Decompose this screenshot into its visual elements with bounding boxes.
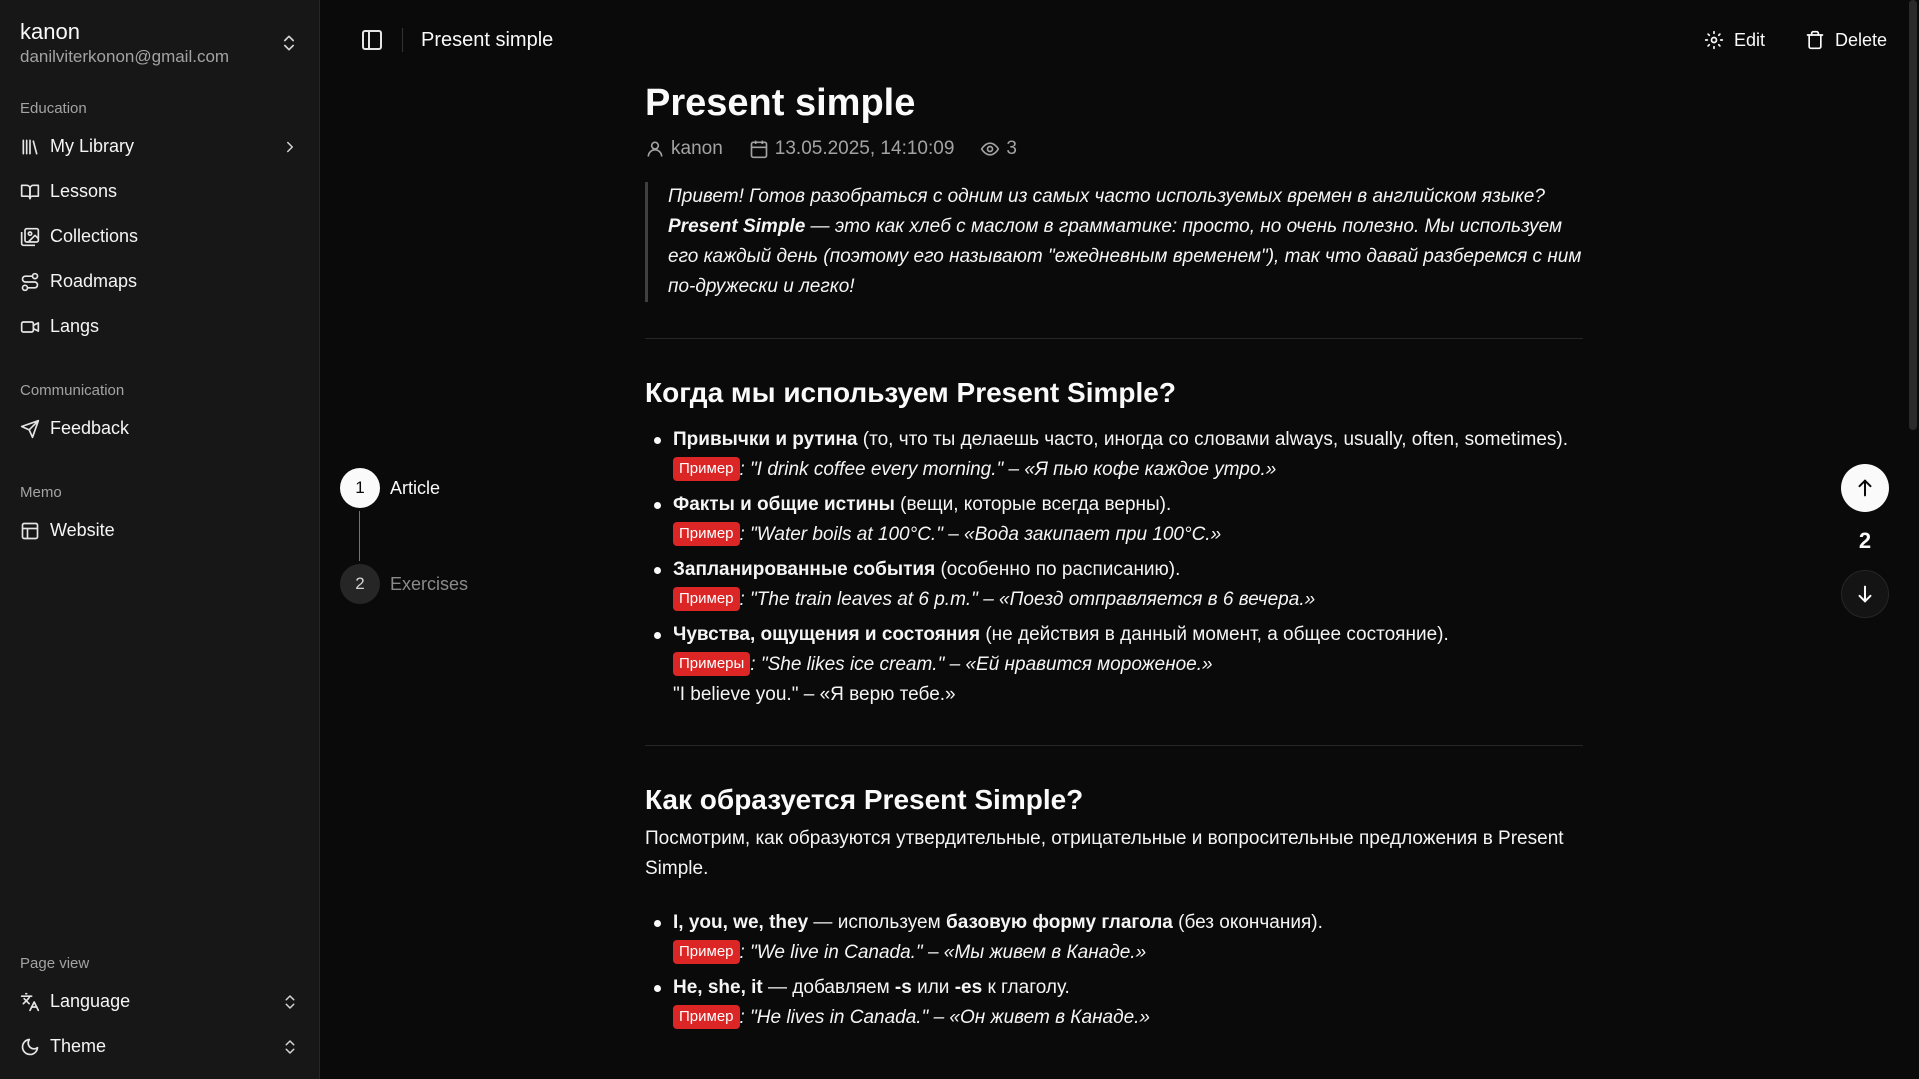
step-label: Article [390, 477, 441, 498]
example-text: : "I drink coffee every morning." – «Я пью кофе каждое утро.» [739, 459, 1277, 480]
sidebar-item-label: Collections [50, 226, 139, 246]
date-text: 13.05.2025, 14:10:09 [774, 138, 955, 159]
item-text: — используем [808, 912, 946, 933]
example-text: : "She likes ice cream." – «Ей нравится мороженое.» [750, 654, 1213, 675]
sidebar-item-website[interactable] [0, 508, 319, 553]
section-heading: Как образуется Present Simple? [645, 784, 1084, 815]
sidebar-item-langs[interactable] [0, 304, 319, 349]
example [673, 1003, 1583, 1033]
views [980, 138, 1017, 160]
sidebar-item-label: Lessons [50, 181, 118, 201]
example [673, 938, 1583, 968]
example-tag: Пример [673, 1005, 740, 1029]
intro-text-2: — это как хлеб с маслом в грамматике: просто, но очень полезно. Мы используем его каждый день (поэтому его называют "ежедневным временем"), так что давай разберемся с ним по-дружески и легко! [668, 216, 1582, 297]
step-exercises[interactable] [340, 564, 468, 604]
usage-list [645, 425, 1583, 710]
step-connector [359, 511, 360, 561]
book-open-icon [20, 182, 40, 202]
sidebar-item-label: Langs [50, 316, 100, 336]
sidebar-item-lessons[interactable] [0, 169, 319, 214]
step-number: 2 [340, 564, 380, 604]
item-bold-2: базовую форму глагола [945, 912, 1173, 933]
author [645, 138, 723, 160]
gallery-icon [20, 227, 40, 247]
example-tag: Примеры [673, 652, 750, 676]
example-extra: "I believe you." – «Я верю тебе.» [673, 684, 956, 705]
section-heading: Когда мы используем Present Simple? [645, 377, 1176, 408]
scrollbar-thumb[interactable] [1909, 0, 1917, 430]
topbar [320, 0, 1919, 80]
theme-label: Theme [50, 1036, 107, 1056]
account-name: kanon [20, 19, 80, 44]
example-text: : "Water boils at 100°C." – «Вода закипает при 100°C.» [739, 524, 1222, 545]
item-text: (не действия в данный момент, а общее состояние). [980, 624, 1449, 645]
example-tag: Пример [673, 457, 740, 481]
list-item [645, 425, 1583, 485]
layout-icon [20, 521, 40, 541]
eye-icon [980, 139, 1000, 159]
list-item [645, 490, 1583, 550]
gear-icon [1704, 30, 1724, 50]
step-label: Exercises [390, 573, 469, 594]
send-icon [20, 419, 40, 439]
example-text: : "We live in Canada." – «Мы живем в Канаде.» [739, 942, 1147, 963]
group-label-communication: Communication [20, 382, 125, 399]
group-label-education: Education [20, 100, 87, 117]
author-name: kanon [671, 138, 723, 159]
edit-label: Edit [1733, 29, 1765, 50]
intro-text: Привет! Готов разобраться с одним из самых часто используемых времен в английском языке? [668, 186, 1545, 207]
date [749, 138, 955, 160]
trash-icon [1805, 30, 1825, 50]
example-tag: Пример [673, 940, 740, 964]
languages-icon [20, 992, 40, 1012]
main-content [320, 0, 1919, 1079]
stepper [340, 468, 468, 604]
scrollbar[interactable] [1907, 0, 1919, 1079]
moon-icon [20, 1037, 40, 1057]
views-count: 3 [1006, 138, 1017, 159]
intro-quote [645, 182, 1583, 302]
intro-bold: Present Simple [668, 216, 806, 237]
arrow-up-icon [1854, 477, 1876, 499]
topbar-actions [1704, 22, 1887, 58]
list-item [645, 555, 1583, 615]
sidebar-item-collections[interactable] [0, 214, 319, 259]
sidebar-item-label: Feedback [50, 418, 130, 438]
section-paragraph: Посмотрим, как образуются утвердительные, отрицательные и вопросительные предложения в Present Simple. [645, 828, 1564, 879]
example [673, 455, 1583, 485]
item-bold: He, she, it [673, 977, 763, 998]
chevrons-up-down-icon [281, 993, 299, 1011]
delete-button[interactable] [1805, 22, 1887, 58]
delete-label: Delete [1834, 29, 1887, 50]
library-icon [20, 137, 40, 157]
list-item [645, 620, 1583, 710]
example [673, 650, 1583, 680]
item-text-3: к глаголу. [982, 977, 1070, 998]
sidebar-item-label: Roadmaps [50, 271, 138, 291]
sidebar-item-roadmaps[interactable] [0, 259, 319, 304]
group-label-memo: Memo [20, 484, 62, 501]
item-text: (вещи, которые всегда верны). [894, 494, 1172, 515]
sidebar-item-label: Website [50, 520, 115, 540]
breadcrumb: Present simple [421, 28, 554, 51]
language-selector[interactable] [0, 979, 319, 1024]
edit-button[interactable] [1704, 22, 1765, 58]
sidebar-toggle-icon[interactable] [360, 28, 384, 52]
item-text: (то, что ты делаешь часто, иногда со словами always, usually, often, sometimes). [857, 429, 1569, 450]
example-text: : "He lives in Canada." – «Он живет в Канаде.» [739, 1007, 1151, 1028]
scroll-up-button[interactable] [1841, 464, 1889, 512]
article [645, 78, 1583, 1038]
account-switcher[interactable] [0, 0, 319, 72]
scroll-down-button[interactable] [1841, 570, 1889, 618]
account-email: danilviterkonon@gmail.com [20, 47, 230, 66]
theme-selector[interactable] [0, 1024, 319, 1069]
arrow-down-icon [1854, 583, 1876, 605]
section-number: 2 [1858, 528, 1872, 553]
example-tag: Пример [673, 522, 740, 546]
chevrons-up-down-icon [279, 33, 299, 53]
item-bold: Запланированные события [673, 559, 936, 580]
item-bold-2: -s [894, 977, 912, 998]
sidebar [0, 0, 320, 1079]
sidebar-item-my-library[interactable] [0, 124, 319, 169]
sidebar-item-feedback[interactable] [0, 406, 319, 451]
item-bold: Чувства, ощущения и состояния [673, 624, 981, 645]
topbar-divider [402, 28, 403, 52]
chevron-right-icon [281, 138, 299, 156]
item-bold-3: -es [954, 977, 983, 998]
divider [645, 745, 1583, 746]
language-label: Language [50, 991, 131, 1011]
sidebar-footer [0, 949, 319, 1069]
divider [645, 338, 1583, 339]
article-meta [645, 136, 1583, 162]
group-label-page-view: Page view [20, 955, 90, 972]
example-tag: Пример [673, 587, 740, 611]
example [673, 520, 1583, 550]
example-text: : "The train leaves at 6 p.m." – «Поезд отправляется в 6 вечера.» [739, 589, 1316, 610]
item-bold: Факты и общие истины [673, 494, 895, 515]
route-icon [20, 272, 40, 292]
calendar-icon [749, 139, 769, 159]
formation-list [645, 908, 1583, 1033]
item-bold: I, you, we, they [673, 912, 809, 933]
page-title: Present simple [645, 82, 916, 124]
video-icon [20, 317, 40, 337]
list-item [645, 908, 1583, 968]
sidebar-item-label: My Library [50, 136, 135, 156]
item-text: (особенно по расписанию). [935, 559, 1181, 580]
item-text-2: или [911, 977, 955, 998]
user-icon [645, 139, 665, 159]
chevrons-up-down-icon [281, 1038, 299, 1056]
step-article[interactable] [340, 468, 468, 508]
item-text-2: (без окончания). [1172, 912, 1323, 933]
item-text: — добавляем [762, 977, 895, 998]
list-item [645, 973, 1583, 1033]
item-bold: Привычки и рутина [673, 429, 858, 450]
example [673, 585, 1583, 615]
section-scroll-nav [1841, 464, 1889, 618]
step-number: 1 [340, 468, 380, 508]
